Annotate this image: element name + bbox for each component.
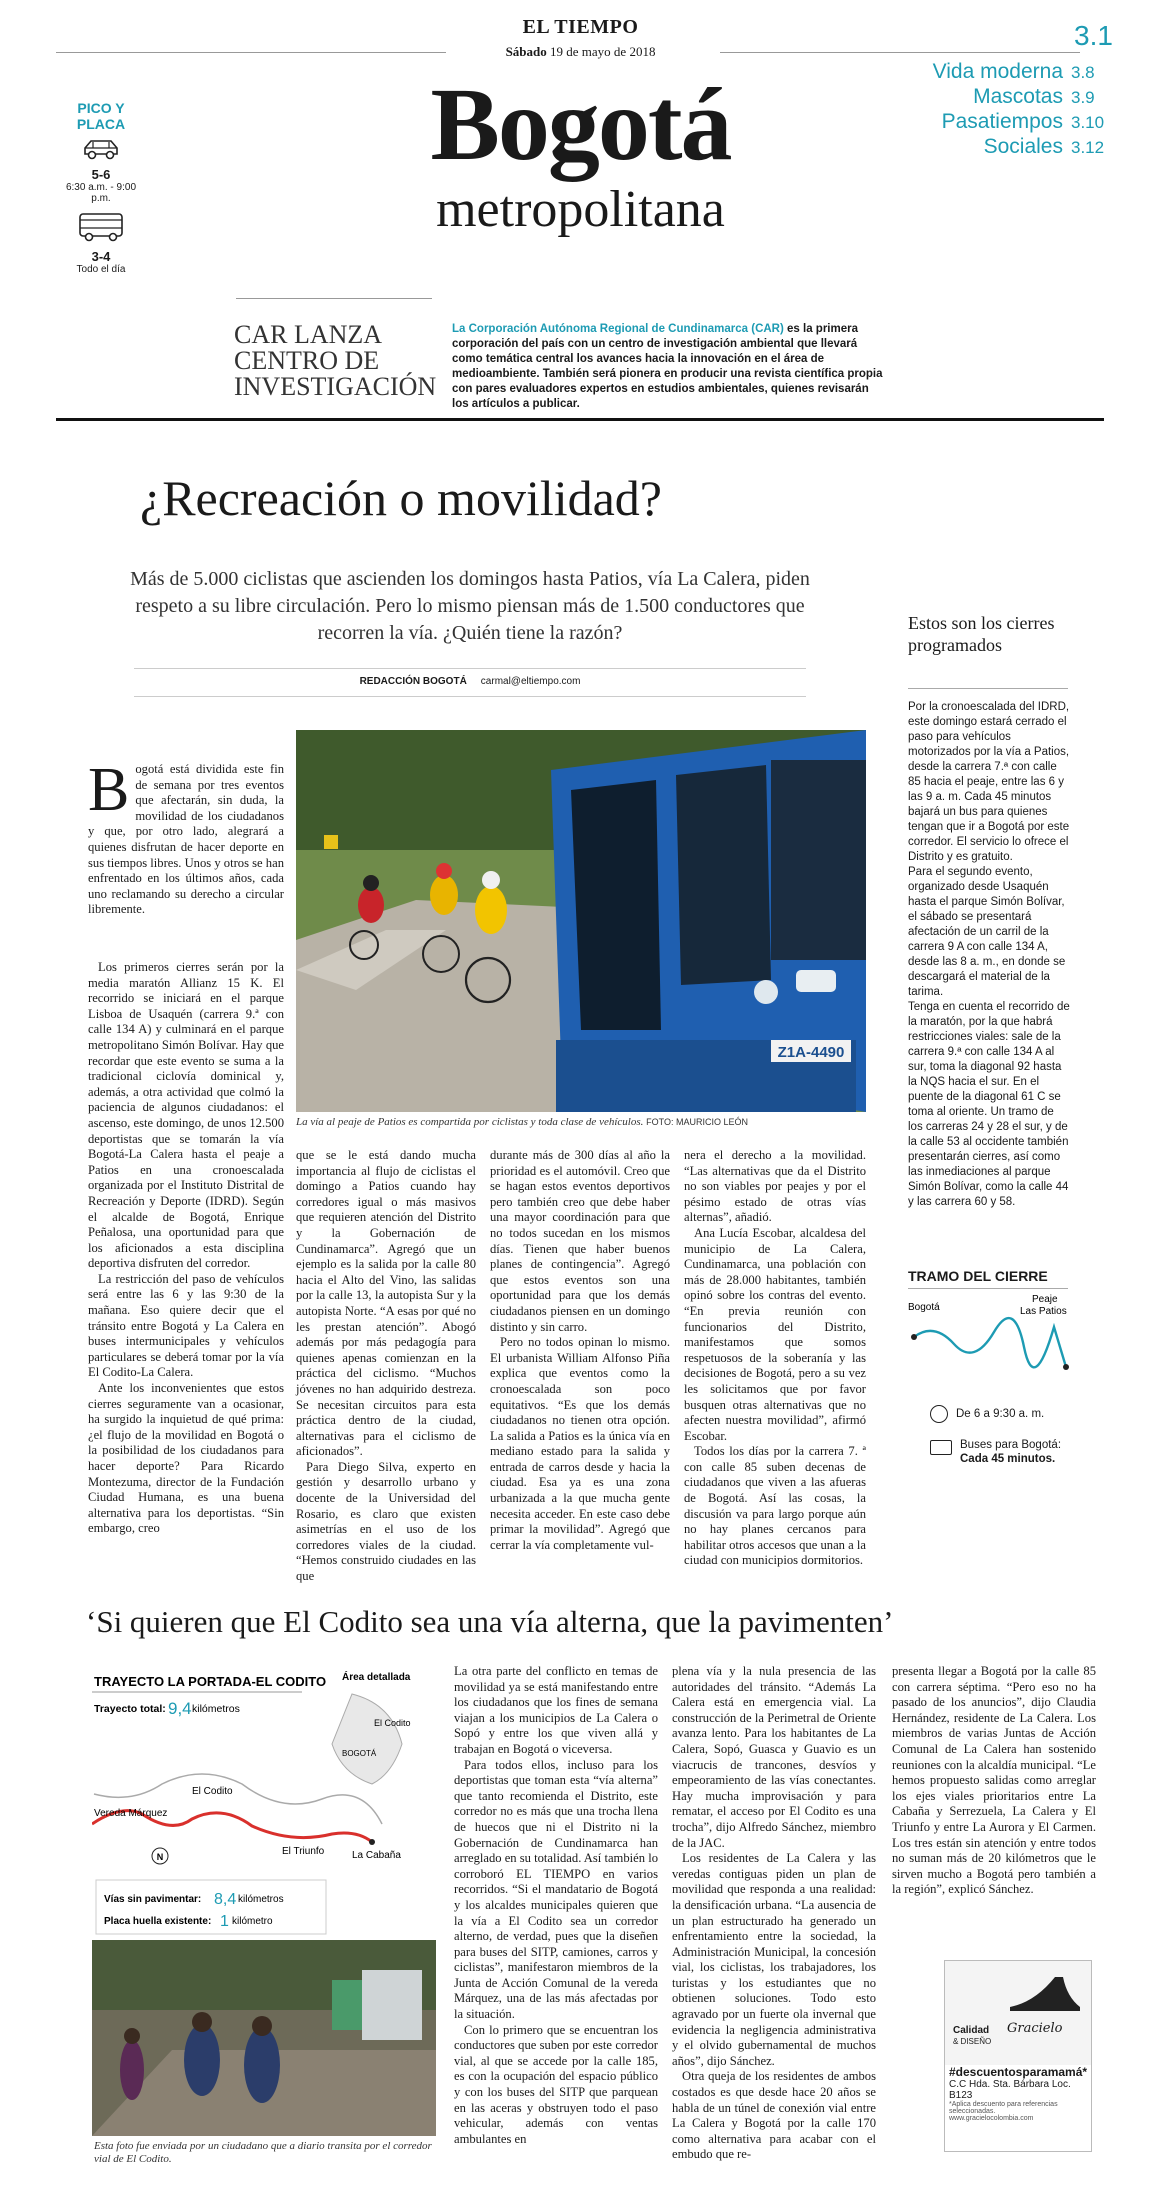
drop-cap: B xyxy=(88,756,130,824)
svg-text:Vías sin pavimentar:: Vías sin pavimentar: xyxy=(104,1894,202,1905)
article-column-1: Bogotá está dividida este fin de semana por tres eventos que afectarán, sin duda, la movilidad de los ciudadanos y que, por otro lado, alegrará a quienes disfrutan de hacer deporte en sus tiempos libres. Unos y otros se han enfrentado en los últimos años, cada uno reclamando su derecho a circular libremente. xyxy=(88,756,284,917)
bus-hours: Todo el día xyxy=(76,264,126,275)
svg-text:El Codito: El Codito xyxy=(192,1786,233,1797)
issue-date: Sábado 19 de mayo de 2018 xyxy=(505,44,656,59)
svg-text:kilómetros: kilómetros xyxy=(238,1894,284,1905)
svg-text:8,4: 8,4 xyxy=(214,1891,237,1908)
main-headline: ¿Recreación o movilidad? xyxy=(140,470,662,526)
sidebar-text: Por la cronoescalada del IDRD, este domingo estará cerrado el paso para vehículos motorizados por la vía a Patios, desde la carrera 7.ª con calle 85 hacia el peaje, entre las 6 y las 9 a. m. Cada 45 minutos bajará un bus para quienes tengan que ir a Bogotá por este corredor. El servicio lo ofrece el Distrito y es gratuito. Para el segundo evento, organizado desde Usaquén hasta el parque Simón Bolívar, el sábado se presentará afectación de un carril de la carrera 9 A con calle 134 A, desde las 8 a. m., en donde se descargará el material de la tarima. Tenga en cuenta el recorrido de la maratón, por la que habrá restricciones viales: sale de la carrera 9.ª con calle 134 A al sur, toma la diagonal 92 hasta la NQS hacia el sur. En el puente de la diagonal 61 C se toma al oriente. Un tramo de los carreras 24 y 28 el sur, y de la calle 53 al occidente también presentarán cierres, así como las inmediaciones al parque Simón Bolívar, como la calle 44 y las carrera 60 y 58. xyxy=(908,701,1070,1208)
map-title: TRAYECTO LA PORTADA-EL CODITO xyxy=(94,1674,327,1689)
ad-note: *Aplica descuento para referencias seleccionadas. xyxy=(949,2101,1058,2115)
svg-text:La Cabaña: La Cabaña xyxy=(352,1850,401,1861)
author-email[interactable]: carmal@eltiempo.com xyxy=(480,676,581,687)
section-divider xyxy=(56,418,1104,421)
svg-text:Placa huella existente:: Placa huella existente: xyxy=(104,1916,212,1927)
tramo-to-1: Peaje xyxy=(1032,1294,1058,1305)
sidebar-title: Estos son los cierres programados xyxy=(908,613,1055,655)
tramo-time: De 6 a 9:30 a. m. xyxy=(930,1405,1080,1423)
cyclists-bus-photo xyxy=(296,730,866,1112)
teaser-rule xyxy=(236,298,432,299)
page-number: 3.1 xyxy=(1074,20,1113,51)
article-column-3: durante más de 300 días al año la prioridad es el automóvil. Creo que se hagan estos eventos deportivos pero también creo que debe haber una mayor coordinación para que no todos sucedan en los mismos días. Tienen que haber buenos planes de contingencia”. Agregó que estos eventos son una oportunidad para que los demás ciudadanos piensen en un domingo distinto y sin carro. Pero no todos opinan lo mismo. El urbanista William Alfonso Piña explica que eventos como la cronoescalada son poco equitativos. “Es que los demás ciudadanos no tienen otra opción. La salida a Patios es la única vía en mediano estado para la salida y entrada de carros desde y hacia la ciudad. Esa ya es una zona urbanizada a la que mucha gente necesita acceder. En este caso debe primar la movilidad”. Agregó que cerrar la vía completamente vul- xyxy=(490,1148,670,1552)
byline: REDACCIÓN BOGOTÁ carmal@eltiempo.com xyxy=(359,676,581,687)
svg-text:kilómetro: kilómetro xyxy=(232,1916,273,1927)
photo-caption-2: Esta foto fue enviada por un ciudadano que a diario transita por el corredor vial de El Codito. xyxy=(94,2140,432,2165)
car-hours: 6:30 a.m. - 9:00 p.m. xyxy=(65,182,137,204)
tramo-from: Bogotá xyxy=(908,1302,940,1313)
svg-text:Trayecto total:: Trayecto total: xyxy=(94,1703,166,1715)
section-subtitle: metropolitana xyxy=(436,181,725,238)
newspaper-name: EL TIEMPO xyxy=(522,16,639,38)
advertisement[interactable] xyxy=(944,1960,1092,2152)
tramo-rule xyxy=(908,1288,1068,1289)
article-column-2: que se le está dando mucha importancia al flujo de ciclistas el domingo a Patios cuando hay corredores igual o más masivos que requieren atención del Distrito y la Gobernación de Cundinamarca”. Agregó que un ejemplo es la salida por la calle 80 hacia el Alto del Vino, las salidas por la calle 13, la autopista Sur y la autopista Norte. “A esas por qué no les prestan atención”. Abogó además por más pedagogía para quienes apenas comienzan en la práctica del ciclismo. “Muchos jóvenes no han adquirido destreza. Se necesitan circuitos para esta práctica dentro de la ciudad, alternativas para el ciclismo de aficionados”. Para Diego Silva, experto en gestión y desarrollo urbano y docente de la Universidad del Rosario, es claro que existen asimetrías en el uso de los corredores viales de la ciudad. “Hemos construido ciudades en las que xyxy=(296,1148,476,1584)
tramo-bus-info: Buses para Bogotá: Cada 45 minutos. xyxy=(930,1438,1080,1466)
section-title: Bogotá xyxy=(430,67,731,182)
index-item[interactable]: Sociales 3.12 xyxy=(983,135,1105,158)
ad-hashtag: #descuentosparamamá* xyxy=(949,2065,1088,2079)
svg-text:Vereda Márquez: Vereda Márquez xyxy=(94,1808,168,1819)
index-item[interactable]: Vida moderna 3.8 xyxy=(932,60,1095,83)
compass-icon xyxy=(152,1848,168,1864)
svg-text:El Codito: El Codito xyxy=(374,1718,411,1728)
index-item[interactable]: Mascotas 3.9 xyxy=(973,85,1095,108)
second-headline: ‘Si quieren que El Codito sea una vía alterna, que la pavimenten’ xyxy=(86,1604,894,1639)
photo-caption: La vía al peaje de Patios es compartida por ciclistas y toda clase de vehículos. FOTO: MAURICIO LEÓN xyxy=(296,1116,748,1128)
bus-icon xyxy=(930,1440,952,1455)
tramo-to-2: Las Patios xyxy=(1020,1306,1067,1317)
car-plates: 5-6 xyxy=(91,167,111,182)
bus-icon xyxy=(76,210,126,244)
tramo-route-map xyxy=(904,1292,1076,1392)
sidebar-rule xyxy=(908,688,1068,689)
main-deck: Más de 5.000 ciclistas que ascienden los domingos hasta Patios, vía La Calera, piden respeto a su libre circulación. Pero lo mismo piensan más de 1.500 conductores que recorren la vía. ¿Quién tiene la razón? xyxy=(130,568,810,644)
article-column-4: nera el derecho a la movilidad. “Las alternativas que da el Distrito no son viables por peajes y por el pésimo estado de otras vías alternas”, añadió. Ana Lucía Escobar, alcaldesa del municipio de La Calera, Cundinamarca, una población con más de 28.000 habitantes, también opinó sobre los contras del evento. “En previa reunión con funcionarios del Distrito, manifestamos que somos respetuosos de la soberanía y las decisiones de Bogotá, pero a su vez les solicitamos que por favor busquen otras alternativas que no afecten nuestra movilidad”, afirmó Escobar. Todos los días por la carrera 7. ª con calle 85 suben decenas de ciudadanos que viven a las afueras de Bogotá. Así las cosas, la discusión va para largo porque aún no hay planes cercanos para habilitar otros accesos que unan a la ciudad con municipios dormitorios. xyxy=(684,1148,866,1568)
trayecto-map xyxy=(92,1664,442,1936)
ad-web[interactable]: www.gracielocolombia.com xyxy=(949,2115,1034,2122)
svg-text:Área detallada: Área detallada xyxy=(342,1672,411,1683)
svg-text:BOGOTÁ: BOGOTÁ xyxy=(342,1749,377,1758)
svg-text:kilómetros: kilómetros xyxy=(192,1703,240,1715)
ad-image: Calidad & DISEÑO Gracielo xyxy=(945,1961,1091,2065)
clock-icon xyxy=(930,1405,948,1423)
teaser-text: La Corporación Autónoma Regional de Cundinamarca (CAR) es la primera corporación del país con un centro de investigación ambiental que llevará como temática central los avances hacia la innovación en el área de medioambiente. También será pionera en producir una revista científica propia con pares evaluadores expertos en estudios ambientales, quienes revisarán los artículos a publicar. xyxy=(452,323,883,410)
svg-text:El Triunfo: El Triunfo xyxy=(282,1846,325,1857)
byline-rule-top xyxy=(134,668,806,669)
bus-plates: 3-4 xyxy=(91,249,111,264)
teaser-headline[interactable]: CAR LANZA CENTRO DE INVESTIGACIÓN xyxy=(234,320,437,401)
article2-column-2: plena vía y la nula presencia de las autoridades del tránsito. “Además La Calera está en emergencia vial. La construcción de la Perimetral de Oriente avanza lento. Para los habitantes de La Calera, Sopó, Guasca y Guavio es un viacrucis de trancones, desvíos y empeoramiento de las vías conectantes. Hay mucha improvisación y para rematar, el acceso por El Codito es una trocha”, dijo Alfredo Sánchez, miembro de la JAC. Los residentes de La Calera y las veredas contiguas piden un plan de movilidad que responda a una realidad: la densificación urbana. “La ausencia de un plan estructurado ha generado un enfrentamiento entre la sociedad, la Administración Municipal, la concesión vial, los ciclistas, los trabajadores, los turistas y los estudiantes que no obtienen soluciones. Todo esto agravado por un fuerte ola invernal que evidencia la negligencia administrativa y el olvido gubernamental de muchos años”, dijo Sánchez. Otra queja de los residentes de ambos costados es que desde hace 20 años se habla de un túnel de conexión vial entre La Calera y Bogotá por la calle 170 como alternativa para acabar con el embudo que re- xyxy=(672,1664,876,2162)
svg-text:9,4: 9,4 xyxy=(168,1699,192,1718)
tramo-title: TRAMO DEL CIERRE xyxy=(908,1268,1048,1284)
byline-rule-bottom xyxy=(134,696,806,697)
bus-plate: Z1A-4490 xyxy=(777,1044,845,1061)
svg-text:1: 1 xyxy=(220,1913,229,1930)
article2-column-1: La otra parte del conflicto en temas de movilidad ya se está manifestando entre los ciudadanos que los fines de semana viajan a los municipios de La Calera o Sopó y entre los que viven allá y trabajan en Bogotá o viceversa. Para todos ellos, incluso para los deportistas que toman esta “vía alterna” que tanto recomienda el Distrito, este corredor no es más que una trocha llena de huecos que ni el Distrito ni la Gobernación de Cundinamarca han arreglado en su totalidad. Así también lo corroboró EL TIEMPO en varios recorridos. “Si el mandatario de Bogotá y los alcaldes municipales quieren que la vía a El Codito sea un corredor alterno, de verdad, pues que la diseñen para buses del SITP, camiones, carros y ciclistas”, manifestaron miembros de la Junta de Acción Comunal de la vereda Márquez, una de las más afectadas por la situación. Con lo primero que se encuentran los conductores que suben por este corredor vial, al que se accede por la calle 185, es con la ocupación del espacio público y con los buses del SITP que parquean en las aceras y obstruyen todo el paso vehicular, además con ventas ambulantes en xyxy=(454,1664,658,2146)
shoe-icon xyxy=(1005,1967,1085,2017)
ad-address: C.C Hda. Sta. Bárbara Loc. B123 xyxy=(949,2079,1071,2101)
pico-y-placa-box xyxy=(56,100,146,275)
car-icon xyxy=(79,136,123,162)
article-column-1-cont: Los primeros cierres serán por la media maratón Allianz 15 K. El recorrido se iniciará en el parque Lisboa de Usaquén (carrera 9.ª con calle 134 A) y culminará en el parque metropolitano Simón Bolívar. Hay que recordar que este evento se suma a la tradicional ciclovía dominical y, además, a otra actividad que colmó la paciencia de algunos ciudadanos: el ascenso, este domingo, de unos 12.500 deportistas que se tomarán la vía Bogotá-La Calera hasta el peaje a Patios en una cronoescalada organizada por el Instituto Distrital de Recreación y Deporte (IDRD). Según el alcalde de Bogotá, Enrique Peñalosa, una oportunidad para que los aficionados a esta disciplina deportiva disfruten del corredor. La restricción del paso de vehículos será entre las 6 y las 9:30 de la mañana. Eso quiere decir que el tránsito entre Bogotá y La Calera en buses intermunicipales y vehículos particulares se deberá tomar por la vía El Codito-La Calera. Ante los inconvenientes que estos cierres seguramente van a ocasionar, ha surgido la inquietud de qué prima: ¿el flujo de la movilidad en Bogotá o la posibilidad de los ciudadanos para hacer deporte? Para Ricardo Montezuma, director de la Fundación Ciudad Humana, es una buena alternativa para los deportistas. “Sin embargo, creo xyxy=(88,960,284,1536)
pico-y-placa-title: PICO Y PLACA xyxy=(76,100,126,132)
section-index xyxy=(933,60,1105,160)
article2-column-3: presenta llegar a Bogotá por la calle 85 con carrera séptima. “Pero eso no ha pasado de los anuncios”, dijo Claudia Hernández, residente de La Calera. Los miembros de varias Juntas de Acción Comunal de La Calera han sostenido reuniones con la alcaldía municipal. “Le hemos propuesto salidas como arreglar los ejes viales prioritarios entre La Cabaña y Serrezuela, La Calera y El Triunfo y entre La Aurora y El Carmen. Los tres están sin atención y entre todos no suman más de 20 kilómetros que le sirven mucho a Bogotá pero también a la región”, explicó Sánchez. xyxy=(892,1664,1096,1897)
index-item[interactable]: Pasatiempos 3.10 xyxy=(941,110,1105,133)
codito-road-photo xyxy=(92,1940,436,2136)
svg-text:N: N xyxy=(156,1852,164,1862)
